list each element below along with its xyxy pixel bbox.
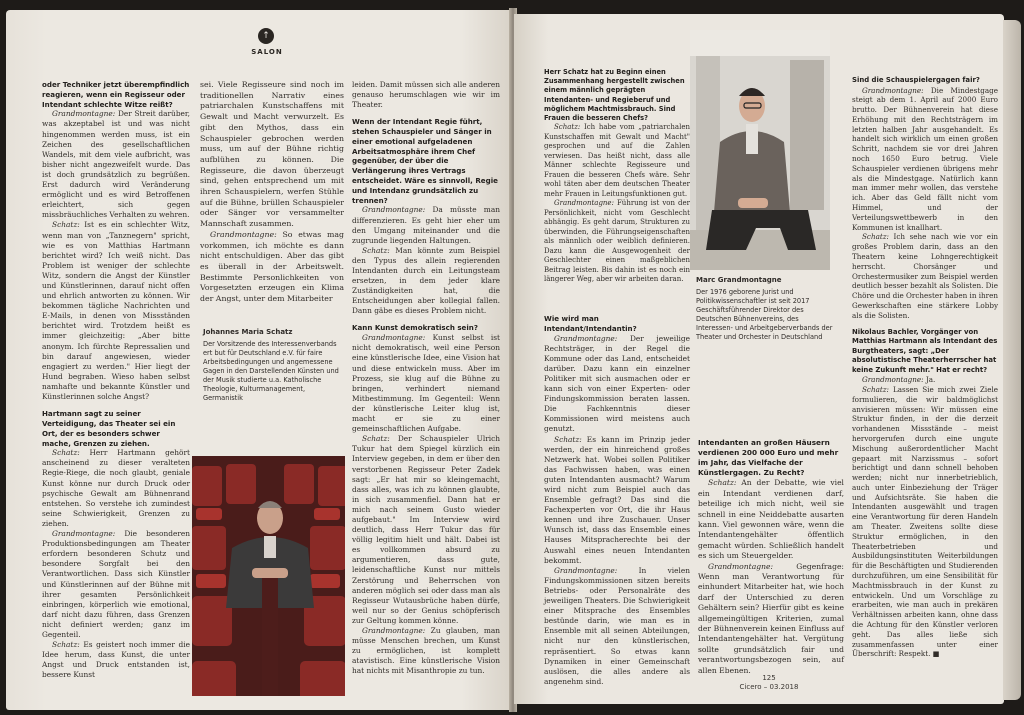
answer-paragraph <box>698 562 844 676</box>
paragraph-text: Zu glauben, man müsse Menschen brechen, um Kunst zu ermöglichen, ist komplett atavistisch. Eine künstlerische Vision hat nichts mit Misanthropie zu tun. <box>352 626 500 676</box>
right-column-1-top <box>544 68 690 308</box>
question-heading: Sind die Schauspielergagen fair? <box>852 76 980 84</box>
question-heading: Kann Kunst demokratisch sein? <box>352 323 478 333</box>
answer-paragraph <box>42 448 190 529</box>
speaker-name: Grandmontagne: <box>554 565 618 575</box>
grandmontagne-caption <box>696 276 834 342</box>
speaker-name: Schatz: <box>52 448 80 458</box>
answer-paragraph <box>852 385 998 659</box>
answer-paragraph <box>352 205 500 245</box>
answer-paragraph <box>42 529 190 640</box>
answer-paragraph <box>544 334 690 435</box>
speaker-name: Grandmontagne: <box>862 375 924 385</box>
speaker-name: Schatz: <box>554 123 581 132</box>
speaker-name: Grandmontagne: <box>862 85 924 95</box>
question-heading: Hartmann sagt zu seiner Verteidigung, das Theater sei ein Ort, der es besonders schwer mache, Grenzen zu ziehen. <box>42 409 176 448</box>
speaker-name: Grandmontagne: <box>708 561 774 571</box>
speaker-name: Schatz: <box>554 434 582 444</box>
paragraph-text: Herr Hartmann gehört anscheinend zu dieser veralteten Regie-Riege, die noch glaubt, geniale Kunst könne nur durch Druck oder psychische Gewalt am Bühnenrand entstehen. So verstehe ich zumindest seine Schwierigkeit, Grenzen zu ziehen. <box>42 448 190 528</box>
paragraph-text: Kunst selbst ist nicht demokratisch, weil eine Person eine künstlerische Idee, eine Vision hat und diese entwickeln muss. Aber im Prozess, sie klug auf die Bühne zu bringen, verhindert niemand Mitbestimmung. Im Gegenteil: Wenn der künstlerische Leiter klug ist, macht er sie zu einer gemeinschaftlichen Aufgabe. <box>352 333 500 434</box>
paragraph-text: Die besonderen Produktionsbedingungen am Theater erfordern besonderen Schutz und besondere Sorgfalt bei den Verantwortlichen. Dass sich Künstler und Künstlerinnen auf der Bühne mit ihrer gesamten Persönlichkeit einbringen, körperlich wie emotional, darf nicht dazu führen, dass Grenzen nicht definiert werden; ganz im Gegenteil. <box>42 529 190 639</box>
paragraph-text: Da müsste man differenzieren. Es geht hier eher um den Umgang miteinander und die zugrunde liegenden Haltungen. <box>352 205 500 245</box>
paragraph-text: In vielen Findungskommissionen sitzen bereits Betriebs- oder Personalräte des jeweiligen Theaters. Die Schwierigkeit einer Mitsprache des Ensembles bestünde darin, wie man es in Ensemble mit all seinen Abteilungen, nicht nur den künstlerischen, repräsentiert. So etwas kann Dynamiken in einer Gemeinschaft auslösen, die alles andere als angenehm sind. <box>544 565 690 686</box>
paragraph-text: Führung ist von der Persönlichkeit, nicht vom Geschlecht abhängig. Es geht darum, Strukturen zu überwinden, die Führungseigenschaften als männlich oder weiblich definieren. Dazu kann die Ausgewogenheit der Geschlechter einen maßgeblichen Beitrag leisten. Bis dahin ist es noch ein längerer Weg, aber wir arbeiten daran. <box>544 199 690 284</box>
section-label: SALON <box>251 48 283 56</box>
paragraph-text: Der Streit darüber, was akzeptabel ist und was nicht hingenommen werden muss, ist ein Zeichen des gesellschaftlichen Wandels, mit dem viele aufbricht, was bisher nicht angezweifelt wurde. Das ist doch grundsätzlich zu begrüßen. Erst dadurch wird Veränderung ermöglicht und es wird Betroffenen erleichtert, sich gegen missbräuchliches Verhalten zu wehren. <box>42 109 190 220</box>
cicero-logo-icon: ↑ <box>258 28 274 44</box>
answer-paragraph <box>352 80 500 110</box>
caption-text: Der 1976 geborene Jurist und Politikwissenschaftler ist seit 2017 Geschäftsführender Direktor des Deutschen Bühnenvereins, des Interessen- und Arbeitgeberverbands der Theater und Orchester in Deutschland <box>696 288 833 341</box>
paragraph-text: sei. Viele Regisseure sind noch im traditionellen Narrativ eines patriarchalen Kunstschaffens mit Gewalt und Macht verwurzelt. Es gibt den Mythos, dass ein Schauspieler gebrochen werden muss, um auf der Bühne richtig aufblühen zu können. Die Regisseure, die davon überzeugt sind, gehen entsprechend um mit ihren Schauspielern, werfen Stühle auf die Bühne, brüllen Schauspieler oder Sänger vor versammelter Mannschaft zusammen. <box>200 80 344 229</box>
photo-schatz <box>192 456 345 696</box>
answer-paragraph <box>352 434 500 626</box>
answer-paragraph <box>544 123 690 199</box>
paragraph-text: Lassen Sie mich zwei Ziele formulieren, die wir baldmöglichst anvisieren müssen: Wir müssen eine Struktur finden, in der die derzeit vorhandenen Missstände – meist hervorgerufen durch eine ungute Mischung außerordentlicher Macht gepaart mit Narzissmus – sofort berichtigt und dann schnell behoben werden; nicht nur innerbetrieblich, auch unter Einbeziehung der Träger und Aufsichtsräte. Sie haben die Intendanten ausgewählt und tragen eine Verantwortung für deren Handeln am Theater. Zweitens sollte diese Struktur ermöglichen, in den Theaterbetrieben und Ausbildungsinstituten Weiterbildungen für die Beschäftigten und Studierenden durchzuführen, um eine Sensibilität für Machtmissbrauch in der Kunst zu entwickeln. Und um Vorschläge zu erarbeiten, wie man auch in prekären Verhältnissen arbeiten kann, ohne dass die Achtung für den Künstler verloren geht. Das alles ließe sich zusammenfassen unter einer Überschrift: Respekt. ■ <box>852 384 998 659</box>
paragraph-text: Es kann im Prinzip jeder werden, der ein hinreichend großes Netzwerk hat. Wobei sollen Politiker das Fachwissen haben, was einen guten Intendanten ausmacht? Warum wird nicht zum Beispiel auch das Ensemble gefragt? Das sind die Fachexperten vor Ort, die ihr Haus kennen und ihre Zuschauer. Unser Wunsch ist, dass das Ensemble eines Hauses Mitspracherechte bei der Auswahl eines neuen Intendanten bekommt. <box>544 434 690 565</box>
caption-name: Johannes Maria Schatz <box>203 328 293 336</box>
answer-paragraph <box>852 232 998 320</box>
question-heading: Nikolaus Bachler, Vorgänger von Matthias Hartmann als Intendant des Burgtheaters, sagt: „Der absolutistische Theaterherrscher hat keine Zukunft mehr." Hat er recht? <box>852 327 998 374</box>
speaker-name: Grandmontagne: <box>52 529 116 539</box>
answer-paragraph <box>544 435 690 566</box>
speaker-name: Grandmontagne: <box>362 626 426 635</box>
left-page <box>6 10 512 710</box>
speaker-name: Grandmontagne: <box>554 333 618 343</box>
answer-paragraph <box>352 333 500 434</box>
speaker-name: Schatz: <box>52 220 80 230</box>
answer-paragraph <box>200 230 344 305</box>
answer-paragraph <box>352 626 500 676</box>
speaker-name: Schatz: <box>862 384 889 394</box>
question-heading: Intendanten an großen Häusern verdienen 200 000 Euro und mehr im Jahr, das Vielfache der Künstlergagen. Zu Recht? <box>698 438 839 478</box>
page-edges <box>1003 20 1021 700</box>
speaker-name: Schatz: <box>862 232 889 242</box>
paragraph-text: Der Schauspieler Ulrich Tukur hat dem Spiegel kürzlich ein Interview gegeben, in dem er über den verstorbenen Regisseur Peter Zadek sagt: „Er hat mir so kleingemacht, dass alles, was ich zu können glaubte, in sich zusammenfiel. Dann hat er mich nach seinem Gusto wieder aufgebaut." Im Interview wird deutlich, dass Herr Tukur das für völlig legitim hielt und hält. Dabei ist es vollkommen absurd zu argumentieren, dass gute, leidenschaftliche Kunst nur mittels Zerstörung und Beherrschen von anderen möglich sei oder dass man als Regisseur Wutausbrüche haben dürfe, weil nur so der Genius schöpferisch zur Geltung kommen könne. <box>352 434 500 625</box>
answer-paragraph <box>852 86 998 233</box>
speaker-name: Grandmontagne: <box>554 199 614 208</box>
speaker-name: Grandmontagne: <box>210 229 277 239</box>
paragraph-text: Ich habe vom „patriarchalen Kunstschaffen mit Gewalt und Macht" gesprochen und auf die Zahlen verwiesen. Das heißt nicht, dass alle Männer schlechte Regisseure und Frauen die besseren Chefs wäre. Sehr wohl täten aber dem deutschen Theater mehr Frauen in Leitungsfunktionen gut. <box>544 123 690 198</box>
right-column-2 <box>698 438 844 688</box>
paragraph-text: Man könnte zum Beispiel den Typus des allein regierenden Intendanten durch ein Leitungsteam ersetzen, in dem jeder klare Zuständigkeiten hat, die Entscheidungen aber kollegial fallen. Dann gäbe es dieses Problem nicht. <box>352 245 500 316</box>
answer-paragraph <box>42 220 190 402</box>
answer-paragraph <box>544 199 690 285</box>
caption-name: Marc Grandmontagne <box>696 276 782 284</box>
answer-paragraph <box>852 375 998 385</box>
left-column-1 <box>42 80 190 690</box>
paragraph-text: Der jeweilige Rechtsträger, in der Regel die Kommune oder das Land, entscheidet darüber. Dazu kann ein einzelner Politiker mit sich ausmachen oder er kann sich von einer Experten- oder Findungskommission beraten lassen. Die Fachkenntnis dieser Kommissionen wird meistens auch genutzt. <box>544 333 690 434</box>
page-number: 125 <box>762 674 776 682</box>
question-heading: Herr Schatz hat zu Beginn einen Zusammenhang hergestellt zwischen einem männlich geprägten Intendanten- und Regieberuf und möglichem Machtmissbrauch. Sind Frauen die besseren Chefs? <box>544 68 685 123</box>
paragraph-text: leiden. Damit müssen sich alle anderen genauso herumschlagen wie wir im Theater. <box>352 80 500 110</box>
page-footer <box>714 674 824 692</box>
speaker-name: Grandmontagne: <box>362 333 426 343</box>
answer-paragraph <box>200 80 344 230</box>
right-column-1-bottom <box>544 314 690 694</box>
paragraph-text: Ich sehe nach wie vor ein großes Problem darin, dass an den Theatern keine Lohngerechtigkeit herrscht. Chorsänger und Orchestermusiker zum Beispiel werden deutlich besser bezahlt als Solisten. Die Chöre und die Orchester haben in ihren Gewerkschaften eine stärkere Lobby als die Solisten. <box>852 232 998 320</box>
caption-text: Der Vorsitzende des Interessenverbands ert but für Deutschland e.V. für faire Arbeitsbedingungen und angemessene Gagen in den Darstellenden Künsten und der Musik studierte u.a. Katholische Theologie, Kulturmanagement, Germanistik <box>203 340 339 402</box>
answer-paragraph <box>698 478 844 561</box>
paragraph-text: Gegenfrage: Wenn man Verantwortung für einhundert Mitarbeiter hat, wie hoch darf der Unterschied zu deren Gehältern sein? Hierfür gibt es keine allgemeingültigen Kriterien, zumal der Bühnenverein keinen Einfluss auf Intendantengehälter hat. Vergütung sollte grundsätzlich fair und verantwortungsbezogen sein, auf allen Ebenen. <box>698 561 844 675</box>
photo-grandmontagne <box>690 30 830 270</box>
right-column-3 <box>852 76 998 676</box>
issue-label: Cicero – 03.2018 <box>739 683 799 691</box>
left-column-3 <box>352 80 500 690</box>
answer-paragraph <box>42 109 190 220</box>
speaker-name: Schatz: <box>362 245 390 255</box>
schatz-caption <box>203 328 345 403</box>
question-heading: Wie wird man Intendant/Intendantin? <box>544 314 637 333</box>
paragraph-text: Die Mindestgage steigt ab dem 1. April auf 2000 Euro brutto. Der Bühnenverein hat diese Erhöhung mit den Rechtsträgern im letzten halben Jahr ausgehandelt. Es handelt sich wirklich um einen großen Schritt, nachdem sie vor drei Jahren noch 1650 Euro betrug. Viele Schauspieler verdienen übrigens mehr als die Mindestgage. Natürlich kann man immer mehr wollen, das verstehe ich. Aber das Geld fällt nicht vom Himmel, und der Verteilungswettbewerb in den Kommunen ist knallhart. <box>852 85 998 232</box>
question-heading: oder Techniker jetzt überempfindlich reagieren, wenn ein Regisseur oder Intendant schlechte Witze reißt? <box>42 80 190 109</box>
speaker-name: Grandmontagne: <box>362 205 426 215</box>
paragraph-text: Ja. <box>923 375 936 385</box>
paragraph-text: Es geistert noch immer die Idee herum, dass Kunst, die unter Angst und Druck entstanden ist, bessere Kunst <box>42 640 190 680</box>
paragraph-text: Ist es ein schlechter Witz, wenn man von „Tanznegern" spricht, wie es von Matthias Hartmann berichtet wird? Ich weiß nicht. Das Problem ist weniger der schlechte Witz, sondern die Angst der Künstler und Künstlerinnen, darauf nicht offen und ehrlich antworten zu können. Wir bekommen tägliche Nachrichten und E-Mails, in denen von Missständen berichtet wird. Trotzdem heißt es immer gleichzeitig: „Aber bitte anonym. Ich fürchte Repressalien und bin darauf angewiesen, wieder engagiert zu werden." Hier liegt der Hund begraben. Wieso haben selbst namhafte und bekannte Künstler und Künstlerinnen solche Angst? <box>42 220 190 402</box>
answer-paragraph <box>352 246 500 317</box>
speaker-name: Schatz: <box>362 434 390 444</box>
speaker-name: Grandmontagne: <box>52 109 116 119</box>
paragraph-text: An der Debatte, wie viel ein Intendant verdienen darf, beteilige ich mich nicht, weil sie schnell in eine Neiddebatte ausarten kann. Viel gewonnen wäre, wenn die Intendantengehälter öffentlich gemacht würden. Schließlich handelt es sich um Steuergelder. <box>698 478 844 561</box>
question-heading: Wenn der Intendant Regie führt, stehen Schauspieler und Sänger in einer emotional aufgeladenen Arbeitsatmosphäre ihrem Chef gegenüber, der über die Verlängerung ihres Vertrags entscheidet. Wäre es sinnvoll, Regie und Intendanz grundsätzlich zu trennen? <box>352 117 498 205</box>
speaker-name: Schatz: <box>708 478 737 488</box>
right-page <box>514 14 1004 704</box>
left-column-2 <box>200 80 344 310</box>
speaker-name: Schatz: <box>52 640 80 650</box>
answer-paragraph <box>544 566 690 687</box>
answer-paragraph <box>42 640 190 680</box>
paragraph-text: So etwas mag vorkommen, ich möchte es dann nicht entschuldigen. Aber das gibt es überall in der Arbeitswelt. Bestimmte Personlichkeiten von Vorgesetzten erzeugen ein Klima der Angst, unter dem Mitarbeiter <box>200 229 344 304</box>
